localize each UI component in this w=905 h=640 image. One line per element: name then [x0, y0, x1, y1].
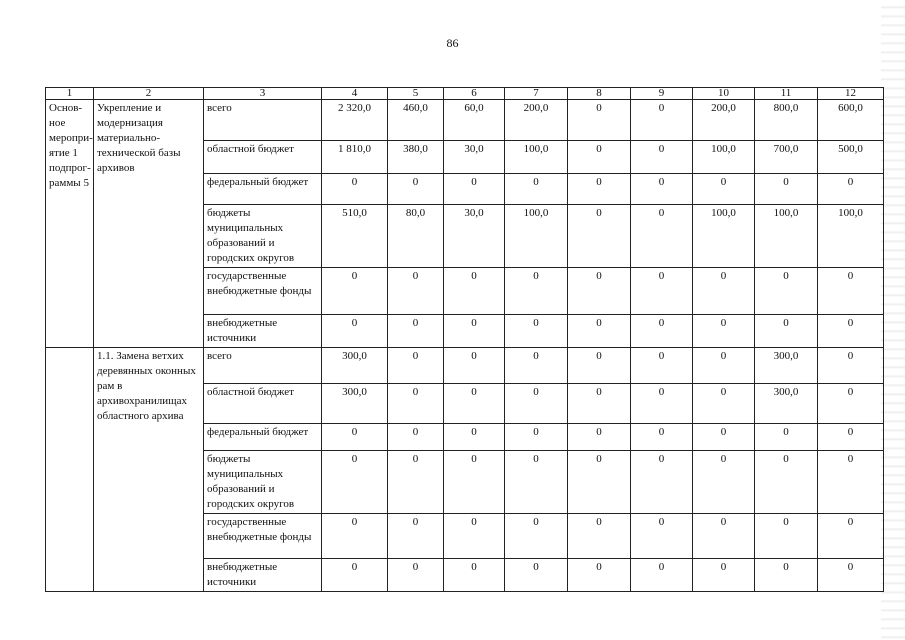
funding-source-cell: областной бюджет	[204, 141, 322, 174]
value-cell: 0	[631, 205, 693, 268]
value-cell: 100,0	[505, 141, 568, 174]
value-cell: 0	[444, 451, 505, 514]
measure-title-cell: 1.1. Замена ветхих деревянных оконных рам в архивохранилищах областного архива	[94, 348, 204, 592]
value-cell: 0	[568, 268, 631, 315]
value-cell: 0	[322, 514, 388, 559]
header-cell: 9	[631, 88, 693, 100]
value-cell: 0	[388, 424, 444, 451]
value-cell: 0	[818, 348, 884, 384]
header-row	[46, 88, 884, 100]
value-cell: 0	[505, 559, 568, 592]
value-cell: 0	[444, 315, 505, 348]
measure-title-cell: Укрепление и модернизация материально-технической базы архивов	[94, 100, 204, 348]
value-cell: 0	[505, 268, 568, 315]
value-cell: 0	[568, 100, 631, 141]
funding-source-cell: всего	[204, 100, 322, 141]
value-cell: 0	[322, 559, 388, 592]
value-cell: 0	[693, 559, 755, 592]
value-cell: 0	[444, 384, 505, 424]
table-body	[46, 100, 884, 592]
value-cell: 0	[755, 451, 818, 514]
value-cell: 0	[755, 514, 818, 559]
value-cell: 0	[693, 424, 755, 451]
value-cell: 300,0	[322, 384, 388, 424]
value-cell: 0	[388, 348, 444, 384]
value-cell: 0	[631, 141, 693, 174]
header-cell: 5	[388, 88, 444, 100]
value-cell: 1 810,0	[322, 141, 388, 174]
value-cell: 0	[818, 174, 884, 205]
value-cell: 0	[693, 268, 755, 315]
value-cell: 0	[388, 559, 444, 592]
value-cell: 0	[631, 174, 693, 205]
header-cell: 7	[505, 88, 568, 100]
header-cell: 8	[568, 88, 631, 100]
value-cell: 0	[631, 451, 693, 514]
value-cell: 0	[818, 424, 884, 451]
value-cell: 80,0	[388, 205, 444, 268]
value-cell: 0	[631, 384, 693, 424]
header-cell: 4	[322, 88, 388, 100]
value-cell: 0	[755, 174, 818, 205]
value-cell: 2 320,0	[322, 100, 388, 141]
page-number: 86	[446, 36, 459, 50]
value-cell: 0	[322, 315, 388, 348]
value-cell: 0	[505, 424, 568, 451]
value-cell: 100,0	[818, 205, 884, 268]
value-cell: 0	[568, 451, 631, 514]
value-cell: 0	[693, 315, 755, 348]
value-cell: 0	[818, 514, 884, 559]
value-cell: 0	[568, 348, 631, 384]
funding-source-cell: бюджеты муниципальных образований и городских округов	[204, 451, 322, 514]
value-cell: 510,0	[322, 205, 388, 268]
funding-source-cell: федеральный бюджет	[204, 424, 322, 451]
value-cell: 0	[818, 315, 884, 348]
value-cell: 0	[388, 174, 444, 205]
scan-artifact	[881, 0, 905, 640]
value-cell: 0	[568, 141, 631, 174]
value-cell: 600,0	[818, 100, 884, 141]
value-cell: 0	[444, 514, 505, 559]
value-cell: 0	[631, 514, 693, 559]
value-cell: 0	[568, 514, 631, 559]
value-cell: 0	[818, 384, 884, 424]
measure-code-cell: Основ-ное меропри-ятие 1 подпрог-раммы 5	[46, 100, 94, 348]
value-cell: 0	[388, 315, 444, 348]
value-cell: 0	[505, 315, 568, 348]
value-cell: 0	[505, 451, 568, 514]
header-cell: 3	[204, 88, 322, 100]
value-cell: 0	[505, 514, 568, 559]
header-cell: 12	[818, 88, 884, 100]
value-cell: 0	[505, 348, 568, 384]
table-row	[46, 348, 884, 384]
value-cell: 100,0	[693, 205, 755, 268]
value-cell: 0	[755, 315, 818, 348]
value-cell: 0	[444, 424, 505, 451]
value-cell: 0	[755, 559, 818, 592]
value-cell: 0	[755, 268, 818, 315]
funding-source-cell: внебюджетные источники	[204, 315, 322, 348]
header-cell: 6	[444, 88, 505, 100]
value-cell: 0	[818, 451, 884, 514]
value-cell: 0	[631, 559, 693, 592]
value-cell: 700,0	[755, 141, 818, 174]
value-cell: 200,0	[693, 100, 755, 141]
value-cell: 0	[322, 424, 388, 451]
value-cell: 0	[322, 451, 388, 514]
value-cell: 0	[693, 384, 755, 424]
funding-source-cell: внебюджетные источники	[204, 559, 322, 592]
value-cell: 0	[631, 100, 693, 141]
value-cell: 0	[444, 268, 505, 315]
value-cell: 0	[322, 174, 388, 205]
value-cell: 300,0	[322, 348, 388, 384]
value-cell: 0	[818, 559, 884, 592]
value-cell: 0	[631, 268, 693, 315]
value-cell: 0	[818, 268, 884, 315]
value-cell: 300,0	[755, 348, 818, 384]
header-cell: 2	[94, 88, 204, 100]
funding-source-cell: федеральный бюджет	[204, 174, 322, 205]
value-cell: 0	[568, 205, 631, 268]
value-cell: 500,0	[818, 141, 884, 174]
value-cell: 100,0	[693, 141, 755, 174]
value-cell: 0	[505, 174, 568, 205]
value-cell: 800,0	[755, 100, 818, 141]
funding-source-cell: областной бюджет	[204, 384, 322, 424]
header-cell: 1	[46, 88, 94, 100]
value-cell: 30,0	[444, 205, 505, 268]
value-cell: 0	[693, 451, 755, 514]
value-cell: 0	[388, 268, 444, 315]
value-cell: 0	[388, 451, 444, 514]
value-cell: 300,0	[755, 384, 818, 424]
budget-table	[45, 87, 884, 592]
value-cell: 100,0	[505, 205, 568, 268]
value-cell: 0	[444, 348, 505, 384]
value-cell: 0	[568, 384, 631, 424]
value-cell: 200,0	[505, 100, 568, 141]
value-cell: 0	[631, 424, 693, 451]
value-cell: 460,0	[388, 100, 444, 141]
header-cell: 10	[693, 88, 755, 100]
value-cell: 100,0	[755, 205, 818, 268]
funding-source-cell: всего	[204, 348, 322, 384]
value-cell: 0	[388, 384, 444, 424]
value-cell: 0	[693, 174, 755, 205]
value-cell: 0	[444, 174, 505, 205]
value-cell: 0	[693, 514, 755, 559]
value-cell: 0	[568, 174, 631, 205]
value-cell: 0	[322, 268, 388, 315]
value-cell: 380,0	[388, 141, 444, 174]
funding-source-cell: государственные внебюджетные фонды	[204, 514, 322, 559]
funding-source-cell: бюджеты муниципальных образований и городских округов	[204, 205, 322, 268]
value-cell: 0	[388, 514, 444, 559]
value-cell: 0	[568, 559, 631, 592]
value-cell: 0	[693, 348, 755, 384]
value-cell: 60,0	[444, 100, 505, 141]
value-cell: 0	[505, 384, 568, 424]
value-cell: 0	[568, 424, 631, 451]
value-cell: 0	[755, 424, 818, 451]
value-cell: 0	[568, 315, 631, 348]
measure-code-cell	[46, 348, 94, 592]
value-cell: 0	[631, 348, 693, 384]
value-cell: 30,0	[444, 141, 505, 174]
value-cell: 0	[631, 315, 693, 348]
header-cell: 11	[755, 88, 818, 100]
table-row	[46, 100, 884, 141]
value-cell: 0	[444, 559, 505, 592]
funding-source-cell: государственные внебюджетные фонды	[204, 268, 322, 315]
